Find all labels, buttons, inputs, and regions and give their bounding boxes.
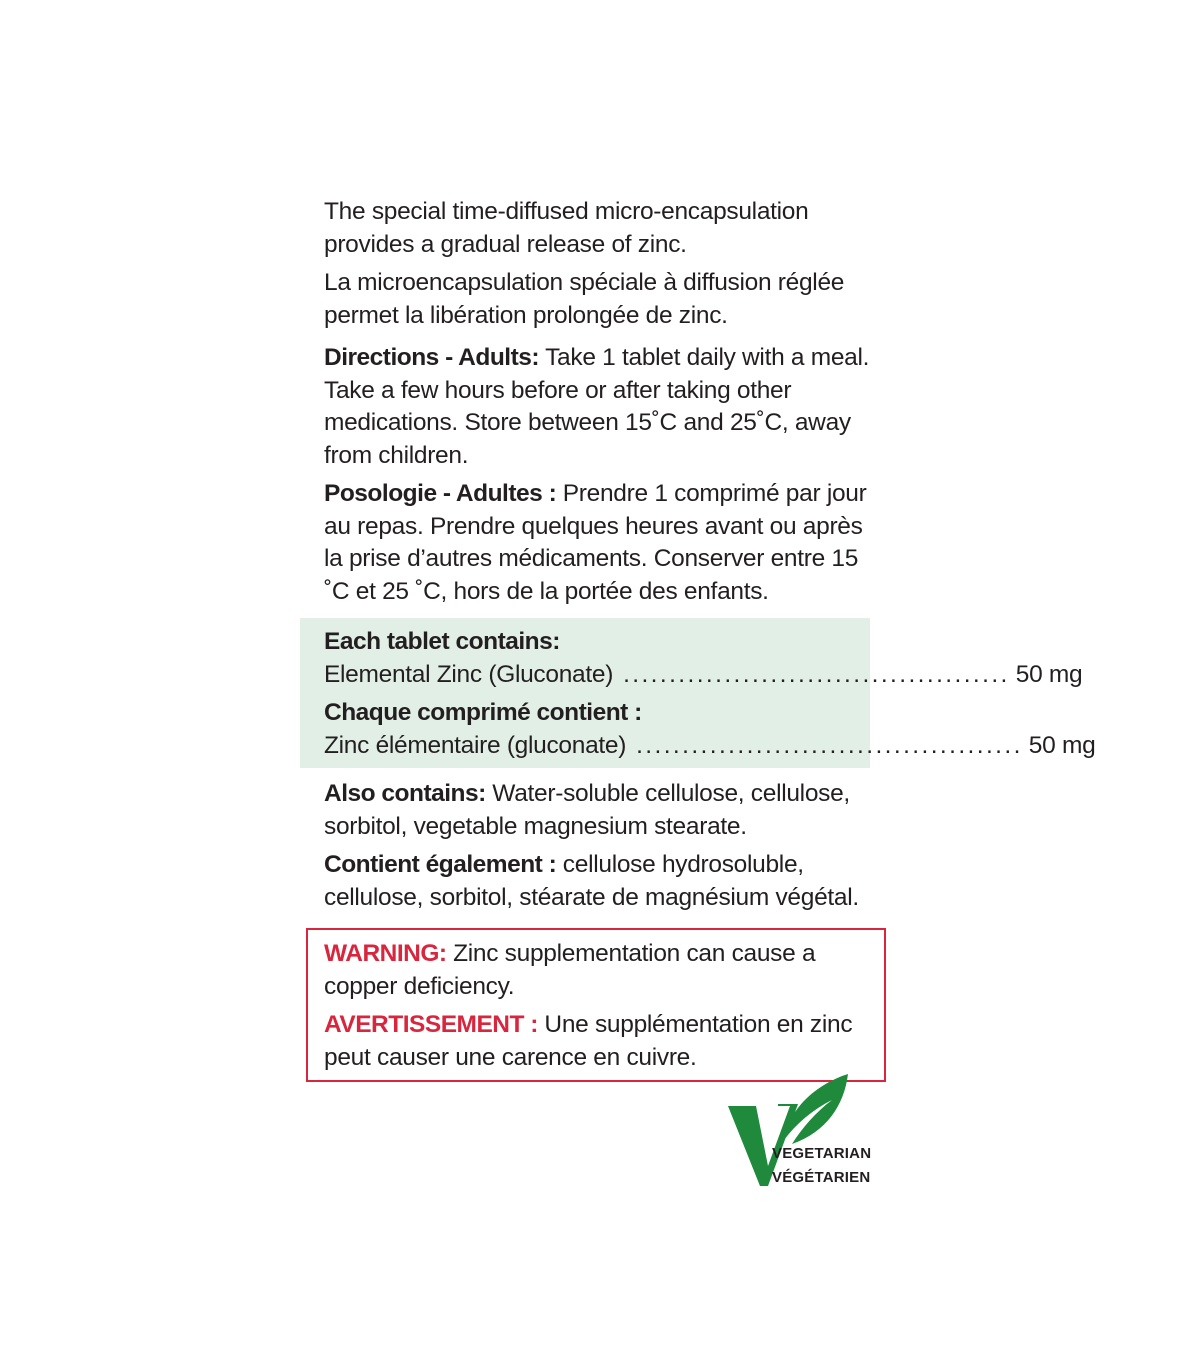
vegetarien-label: VÉGÉTARIEN	[772, 1169, 871, 1186]
avertissement-label: AVERTISSEMENT :	[324, 1011, 538, 1038]
ingredient-amount: 50 mg	[1015, 660, 1083, 688]
contient-label: Contient également :	[324, 851, 557, 878]
directions-french	[324, 478, 884, 608]
contents-heading-french: Chaque comprimé contient :	[324, 699, 642, 726]
directions-label: Directions - Adults:	[324, 344, 540, 371]
warning-french	[324, 1009, 884, 1074]
avertissement-text: Une supplémentation en zinc peut causer une carence en cuivre.	[324, 1011, 853, 1071]
vegetarian-badge	[728, 1070, 888, 1190]
ingredient-name: Zinc élémentaire (gluconate)	[324, 731, 627, 759]
dot-leader: ..........................................	[636, 731, 1023, 759]
contient-text: cellulose hydrosoluble, cellulose, sorbitol, stéarate de magnésium végétal.	[324, 851, 859, 911]
intro-english: The special time-diffused micro-encapsulation provides a gradual release of zinc.	[324, 198, 809, 258]
posologie-text: Prendre 1 comprimé par jour au repas. Prendre quelques heures avant ou après la prise d’autres médicaments. Conserver entre 15 ˚C et 25 ˚C, hors de la portée des enfants.	[324, 480, 867, 605]
warning-english	[324, 938, 884, 1003]
warning-label: WARNING:	[324, 940, 447, 967]
warning-text: Zinc supplementation can cause a copper deficiency.	[324, 940, 816, 1000]
also-contains-french	[324, 849, 884, 914]
ingredient-amount: 50 mg	[1028, 731, 1096, 759]
ingredient-name: Elemental Zinc (Gluconate)	[324, 660, 614, 688]
posologie-label: Posologie - Adultes :	[324, 480, 557, 507]
intro-french: La microencapsulation spéciale à diffusion réglée permet la libération prolongée de zinc.	[324, 269, 845, 329]
vegetarian-label: VEGETARIAN	[772, 1145, 872, 1162]
ingredient-row-english	[324, 659, 1083, 692]
also-contains-text: Water-soluble cellulose, cellulose, sorbitol, vegetable magnesium stearate.	[324, 780, 850, 840]
also-contains-label: Also contains:	[324, 780, 486, 807]
dot-leader: ..........................................	[623, 660, 1010, 688]
directions-english	[324, 342, 884, 472]
contents-panel	[300, 618, 1096, 768]
contents-heading-english: Each tablet contains:	[324, 628, 560, 655]
warning-box	[306, 928, 886, 1082]
ingredient-row-french	[324, 730, 1096, 763]
directions-text: Take 1 tablet daily with a meal. Take a few hours before or after taking other medications. Store between 15˚C and 25˚C, away from children.	[324, 344, 870, 469]
also-contains-english	[324, 778, 884, 843]
product-label	[324, 196, 1096, 1082]
